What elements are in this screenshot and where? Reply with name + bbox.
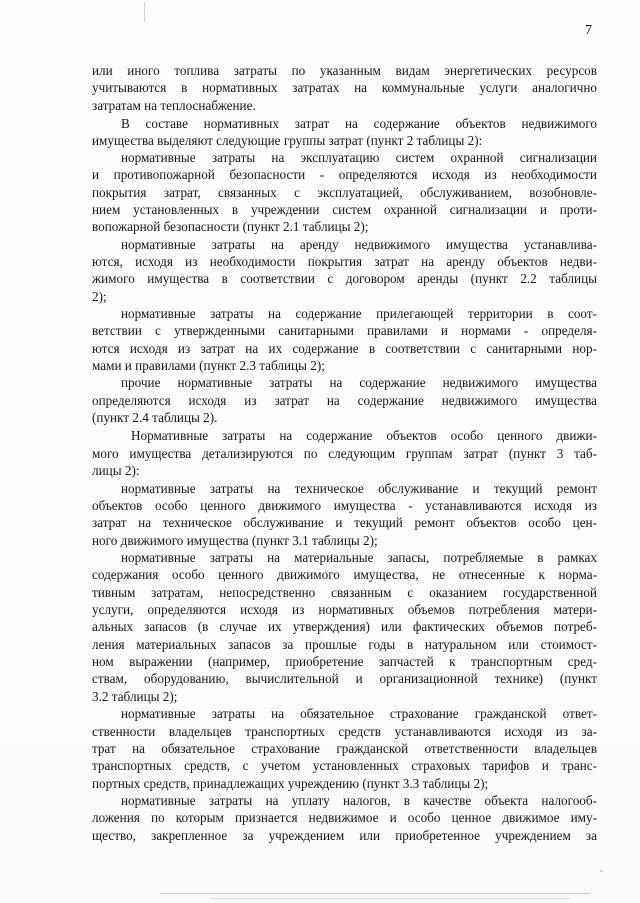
text-line: ления материальных запасов за прошлые годы в натуральном или стоимост- (92, 637, 597, 652)
text-line: ветствии с утвержденными санитарными правилами и нормами - определя- (92, 323, 597, 338)
text-line: нием установленных в учреждении систем охранной сигнализации и проти- (92, 202, 597, 217)
text-line: ного движимого имущества (пункт 3.1 таблицы 2); (92, 533, 378, 548)
text-line: ются, исходя из необходимости покрытия затрат на аренду объектов недви- (92, 254, 597, 269)
text-line: покрытия затрат, связанных с эксплуатацией, обслуживанием, возобновле- (92, 185, 597, 200)
text-line: мого имущества детализируются по следующим группам затрат (пункт 3 таб- (92, 446, 597, 461)
text-line: 2); (92, 289, 107, 304)
text-line: нормативные затраты на уплату налогов, в качестве объекта налогооб- (121, 793, 597, 808)
text-line: нормативные затраты на материальные запасы, потребляемые в рамках (121, 550, 597, 565)
text-line: ствам, оборудованию, вычислительной и организационной технике) (пункт (92, 671, 597, 686)
text-line: ются исходя из затрат на их содержание в соответствии с санитарными нор- (92, 341, 597, 356)
text-line: нормативные затраты на техническое обслуживание и текущий ремонт (121, 481, 597, 496)
text-line: щество, закрепленное за учреждением или приобретенное учреждением за (92, 828, 597, 843)
text-line: транспортных средств, с учетом установленных страховых тарифов и транс- (92, 758, 597, 773)
text-line: или иного топлива затраты по указанным видам энергетических ресурсов (92, 63, 597, 78)
text-line: услуги, определяются исходя из нормативных объемов потребления матери- (92, 602, 597, 617)
text-line: трат на обязательное страхование гражданской ответственности владельцев (92, 741, 597, 756)
text-line: жимого имущества в соответствии с договором аренды (пункт 2.2 таблицы (92, 271, 597, 286)
scan-mark (144, 2, 145, 22)
text-line: объектов особо ценного движимого имущества - устанавливаются исходя из (92, 498, 597, 513)
scan-artifact-line (210, 898, 570, 899)
text-line: вопожарной безопасности (пункт 2.1 таблицы 2); (92, 219, 369, 234)
text-line: определяются исходя из затрат на содержание недвижимого имущества (92, 393, 597, 408)
page-number: 7 (585, 23, 592, 38)
text-line: прочие нормативные затраты на содержание недвижимого имущества (121, 375, 597, 390)
text-line: и противопожарной безопасности - определяются исходя из необходимости (92, 167, 597, 182)
text-line: нормативные затраты на обязательное страхование гражданской ответ- (121, 706, 597, 721)
text-line: содержания особо ценного движимого имущества, не отнесенные к норма- (92, 567, 597, 582)
text-line: нормативные затраты на эксплуатацию систем охранной сигнализации (121, 150, 597, 165)
text-line: нормативные затраты на аренду недвижимого имущества устанавлива- (121, 237, 597, 252)
text-line: учитываются в нормативных затратах на коммунальные услуги аналогично (92, 80, 597, 95)
text-line: 3.2 таблицы 2); (92, 689, 178, 704)
text-line: тивным затратам, непосредственно связанным с оказанием государственной (92, 585, 597, 600)
text-line: лицы 2): (92, 463, 140, 478)
text-line: ном выражении (например, приобретение запчастей к транспортным сред- (92, 654, 597, 669)
text-line: ственности владельцев транспортных средств устанавливаются исходя из за- (92, 724, 597, 739)
text-line: альных запасов (в случае их утверждения) или фактических объемов потреб- (92, 619, 597, 634)
text-line: затратам на теплоснабжение. (92, 98, 256, 113)
text-line: (пункт 2.4 таблицы 2). (92, 410, 218, 425)
text-line: затрат на техническое обслуживание и текущий ремонт объектов особо цен- (92, 515, 597, 530)
text-line: В составе нормативных затрат на содержание объектов недвижимого (121, 116, 597, 131)
text-line: имущества выделяют следующие группы затрат (пункт 2 таблицы 2): (92, 133, 483, 148)
text-line: мами и правилами (пункт 2.3 таблицы 2); (92, 358, 325, 373)
scan-artifact-line (160, 893, 590, 894)
text-line: Нормативные затраты на содержание объектов особо ценного движи- (131, 428, 597, 443)
text-line: нормативные затраты на содержание прилегающей территории в соот- (121, 306, 597, 321)
text-line: портных средств, принадлежащих учреждению (пункт 3.3 таблицы 2); (92, 776, 489, 791)
scan-artifact-dot (600, 870, 603, 872)
text-line: ложения по которым признается недвижимое и особо ценное движимое иму- (92, 810, 597, 825)
